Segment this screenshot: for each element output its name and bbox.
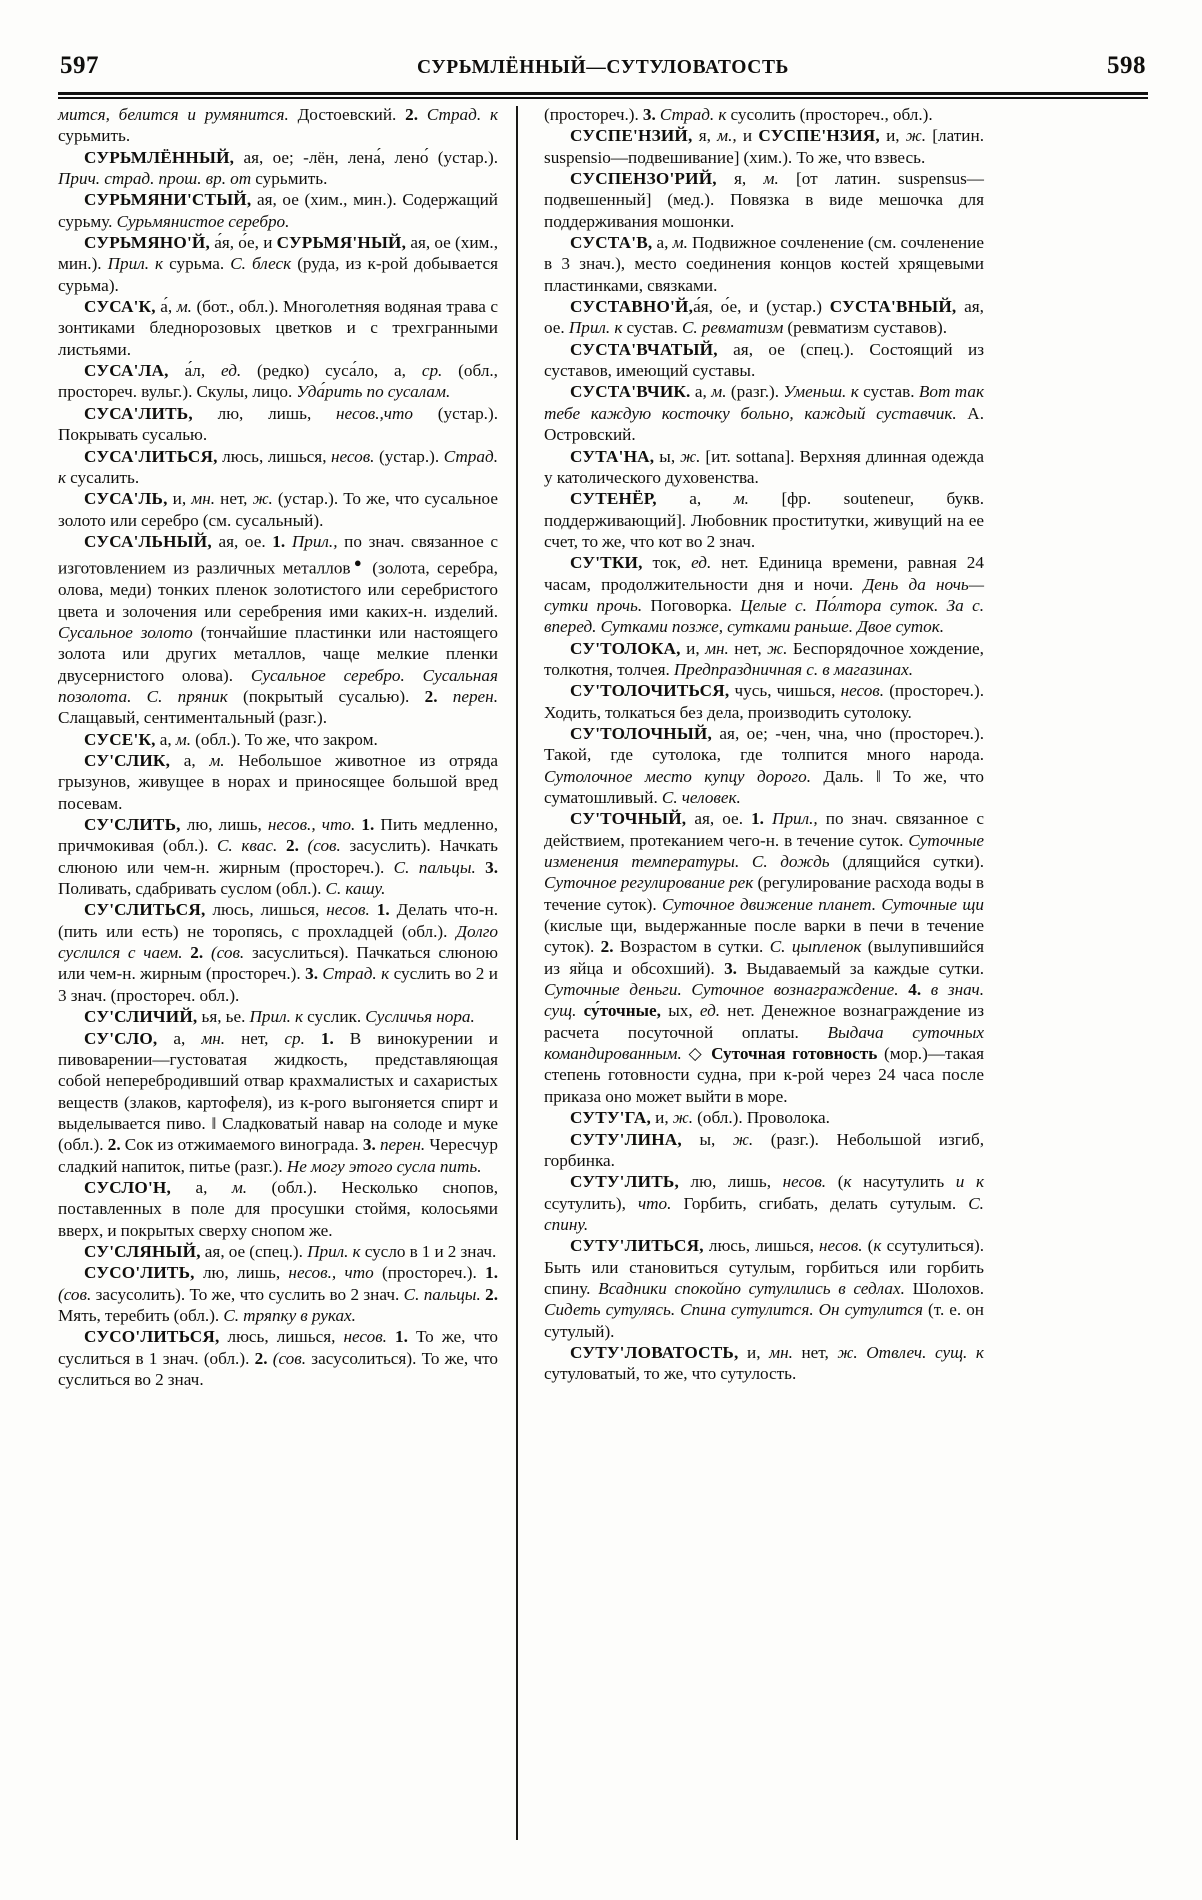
dictionary-entry: СУСА'ЛИТЬ, лю, лишь, несов.,что (устар.). Покрывать сусалью. — [58, 403, 498, 445]
dictionary-entry: СУ'СЛЯНЫЙ, ая, ое (спец.). Прил. к сусло в 1 и 2 знач. — [84, 1241, 497, 1261]
dictionary-entry: СУ'ТОЧНЫЙ, ая, ое. 1. Прил., по знач. связанное с действием, протеканием чего-н. в течение суток. Суточные изменения температуры. С. дождь (длящийся сутки). Суточное регулирование рек (регулирование расхода воды в течение суток). Суточное движение планет. Суточные щи (кислые щи, выдержанные после варки в печи в течение суток). 2. Возрастом в сутки. С. цыпленок (вылупившийся из яйца и обсохший). 3. Выдаваемый за каждые сутки. Суточные деньги. Суточное вознаграждение. 4. в знач. сущ. су́точные, ых, ед. нет. Денежное вознаграждение из расчета посуточной оплаты. Выдача суточных командированным. ◇ Суточная готовность (мор.)—такая степень готовности судна, при к-рой через 24 часа после приказа оно может выйти в море. — [544, 809, 984, 1106]
dictionary-entry: СУСА'ЛА, а́л, ед. (редко) суса́ло, а, ср. (обл., простореч. вульг.). Скулы, лицо. Уда́рить по сусалам. — [58, 361, 498, 402]
dictionary-entry: СУРЬМЯНО'Й, а́я, о́е, и СУРЬМЯ'НЫЙ, ая, ое (хим., мин.). Прил. к сурьма. С. блеск (руда, из к-рой добывается сурьма). — [58, 233, 498, 295]
entry-continuation: (простореч.). 3. Страд. к сусолить (простореч., обл.). — [544, 105, 933, 124]
entry-continuation: мится, белится и румянится. Достоевский. 2. Страд. к сурьмить. — [58, 105, 498, 146]
dictionary-entry: СУСТА'ВЧАТЫЙ, ая, ое (спец.). Состоящий из суставов, имеющий суставы. — [544, 339, 984, 381]
dictionary-entry: СУСО'ЛИТЬ, лю, лишь, несов., что (простореч.). 1. (сов. засусолить). То же, что суслить во 2 знач. С. пальцы. 2. Мять, теребить (обл.). С. тряпку в руках. — [58, 1263, 498, 1325]
dictionary-entry: СУ'СЛИЧИЙ, ья, ье. Прил. к суслик. Сусличья нора. — [84, 1007, 475, 1027]
dictionary-entry: СУСЕ'К, а, м. (обл.). То же, что закром. — [84, 729, 378, 749]
dictionary-entry: СУРЬМЯНИ'СТЫЙ, ая, ое (хим., мин.). Содержащий сурьму. Сурьмянистое серебро. — [58, 190, 498, 231]
folio-right: 598 — [1107, 52, 1146, 79]
dictionary-entry: СУ'СЛИТЬСЯ, люсь, лишься, несов. 1. Делать что-н. (пить или есть) не торопясь, с прохладцей (обл.). Долго суслился с чаем. 2. (сов. засуслиться). Пачкаться слюною или чем-н. жирным (простореч.). 3. Страд. к суслить во 2 и 3 знач. (простореч. обл.). — [58, 900, 498, 1005]
dictionary-entry: СУ'СЛИК, а, м. Небольшое животное из отряда грызунов, живущее в норах и приносящее большой вред посевам. — [58, 751, 498, 813]
dictionary-entry: СУТУ'ЛОВАТОСТЬ, и, мн. нет, ж. Отвлеч. сущ. к сутуловатый, то же, что сутулость. — [544, 1342, 984, 1384]
dictionary-entry: СУСА'К, а́, м. (бот., обл.). Многолетняя водяная трава с зонтиками бледнорозовых цветков и с трехгранными листьями. — [58, 297, 498, 359]
folio-left: 597 — [60, 52, 99, 79]
dictionary-entry: СУТУ'ГА, и, ж. (обл.). Проволока. — [570, 1108, 830, 1128]
dictionary-entry: СУСТАВНО'Й,а́я, о́е, и (устар.) СУСТА'ВНЫЙ, ая, ое. Прил. к сустав. С. ревматизм (ревматизм суставов). — [544, 297, 984, 338]
dictionary-entry: СУ'ТОЛОЧНЫЙ, ая, ое; -чен, чна, чно (простореч.). Такой, где сутолока, где толпится много народа. Сутолочное место купцу дорого. Даль. ‖ То же, что суматошливый. С. человек. — [544, 723, 984, 807]
dictionary-entry: СУСПЕНЗО'РИЙ, я, м. [от латин. suspensus—подвешенный] (мед.). Повязка в виде мешочка для поддерживания мошонки. — [544, 169, 984, 231]
running-head — [60, 52, 1146, 86]
dictionary-entry: СУСТА'ВЧИК. а, м. (разг.). Уменьш. к сустав. Вот так тебе каждую косточку больно, каждый суставчик. А. Островский. — [544, 382, 985, 445]
dictionary-entry: СУТУ'ЛИТЬ, лю, лишь, несов. (к насутулить и к ссутулить), что. Горбить, сгибать, делать сутулым. С. спину. — [544, 1172, 985, 1234]
dictionary-entry: СУСО'ЛИТЬСЯ, люсь, лишься, несов. 1. То же, что суслиться в 1 знач. (обл.). 2. (сов. засусолиться). То же, что суслиться во 2 знач. — [58, 1327, 498, 1390]
dictionary-entry: СУСТА'В, а, м. Подвижное сочленение (см. сочленение в 3 знач.), место соединения концов костей хрящевыми пластинками, связками. — [544, 233, 984, 295]
running-head-title: СУРЬМЛЁННЫЙ—СУТУЛОВАТОСТЬ — [416, 57, 790, 78]
dictionary-entry: СУСА'ЛИТЬСЯ, люсь, лишься, несов. (устар.). Страд. к сусалить. — [58, 446, 498, 487]
header-rule — [58, 92, 1148, 99]
dictionary-entry: СУ'СЛО, а, мн. нет, ср. 1. В винокурении и пивоварении—густоватая жидкость, представляющая собой неперебродивший отвар крахмалистых и сахаристых веществ (злаков, картофеля), из к-рого выгоняется спирт и выделывается пиво. ‖ Сладковатый навар на солоде и муке (обл.). 2. Сок из отжимаемого винограда. 3. перен. Чересчур сладкий напиток, питье (разг.). Не могу этого сусла пить. — [58, 1028, 498, 1176]
dictionary-entry: СУСА'ЛЬ, и, мн. нет, ж. (устар.). То же, что сусальное золото или серебро (см. сусальный). — [58, 489, 498, 530]
column-right — [518, 104, 984, 1840]
dictionary-entry: СУ'ТКИ, ток, ед. нет. Единица времени, равная 24 часам, продолжительности дня и ночи. День да ночь—сутки прочь. Поговорка. Целые с. По́лтора суток. За с. вперед. Сутками позже, сутками раньше. Двое суток. — [544, 553, 984, 637]
column-left — [58, 104, 516, 1840]
dictionary-entry: СУ'СЛИТЬ, лю, лишь, несов., что. 1. Пить медленно, причмокивая (обл.). С. квас. 2. (сов. засуслить). Начкать слюною или чем-н. жирным (простореч.). С. пальцы. 3. Поливать, сдабривать суслом (обл.). С. кашу. — [58, 815, 498, 899]
dictionary-entry: СУ'ТОЛОЧИТЬСЯ, чусь, чишься, несов. (простореч.). Ходить, толкаться без дела, производить сутолоку. — [544, 681, 984, 722]
dictionary-entry: СУСЛО'Н, а, м. (обл.). Несколько снопов, поставленных в поле для просушки стоймя, колосьями вверх, и покрытых сверху снопом же. — [58, 1177, 498, 1240]
dictionary-entry: СУТА'НА, ы, ж. [ит. sottana]. Верхняя длинная одежда у католического духовенства. — [544, 446, 984, 487]
dictionary-entry: СУТУ'ЛИНА, ы, ж. (разг.). Небольшой изгиб, горбинка. — [544, 1129, 984, 1170]
dictionary-entry: СУСПЕ'НЗИЙ, я, м., и СУСПЕ'НЗИЯ, и, ж. [латин. suspensio—подвешивание] (хим.). То же, что взвесь. — [544, 126, 984, 167]
dictionary-entry: СУ'ТОЛОКА, и, мн. нет, ж. Беспорядочное хождение, толкотня, толчея. Предпраздничная с. в магазинах. — [544, 638, 984, 679]
dictionary-entry: СУТУ'ЛИТЬСЯ, люсь, лишься, несов. (к ссутулиться). Быть или становиться сутулым, горбиться или горбить спину. Всадники спокойно сутулились в седлах. Шолохов. Сидеть сутулясь. Спина сутулится. Он сутулится (т. е. он сутулый). — [544, 1236, 985, 1341]
dictionary-entry: СУСА'ЛЬНЫЙ, ая, ое. 1. Прил., по знач. связанное с изготовлением из различных металлов● (золота, серебра, олова, меди) тонких пленок золотистого или серебристого цвета и золочения или серебрения ими каких-н. изделий. Сусальное золото (тончайшие пластинки или настоящего золота или других металлов, чаще мелкие пленки двусернистого олова). Сусальное серебро. Сусальная позолота. С. пряник (покрытый сусалью). 2. перен. Слащавый, сентиментальный (разг.). — [58, 531, 498, 728]
columns-container — [58, 104, 1148, 1840]
header-rule-thin — [58, 97, 1148, 99]
dictionary-entry: СУТЕНЁР, а, м. [фр. souteneur, букв. поддерживающий]. Любовник проститутки, живущий на ее счет, то же, что кот во 2 знач. — [544, 489, 984, 551]
dictionary-entry: СУРЬМЛЁННЫЙ, ая, ое; -лён, лена́, лено́ (устар.). Прич. страд. прош. вр. от сурьмить. — [58, 147, 498, 189]
